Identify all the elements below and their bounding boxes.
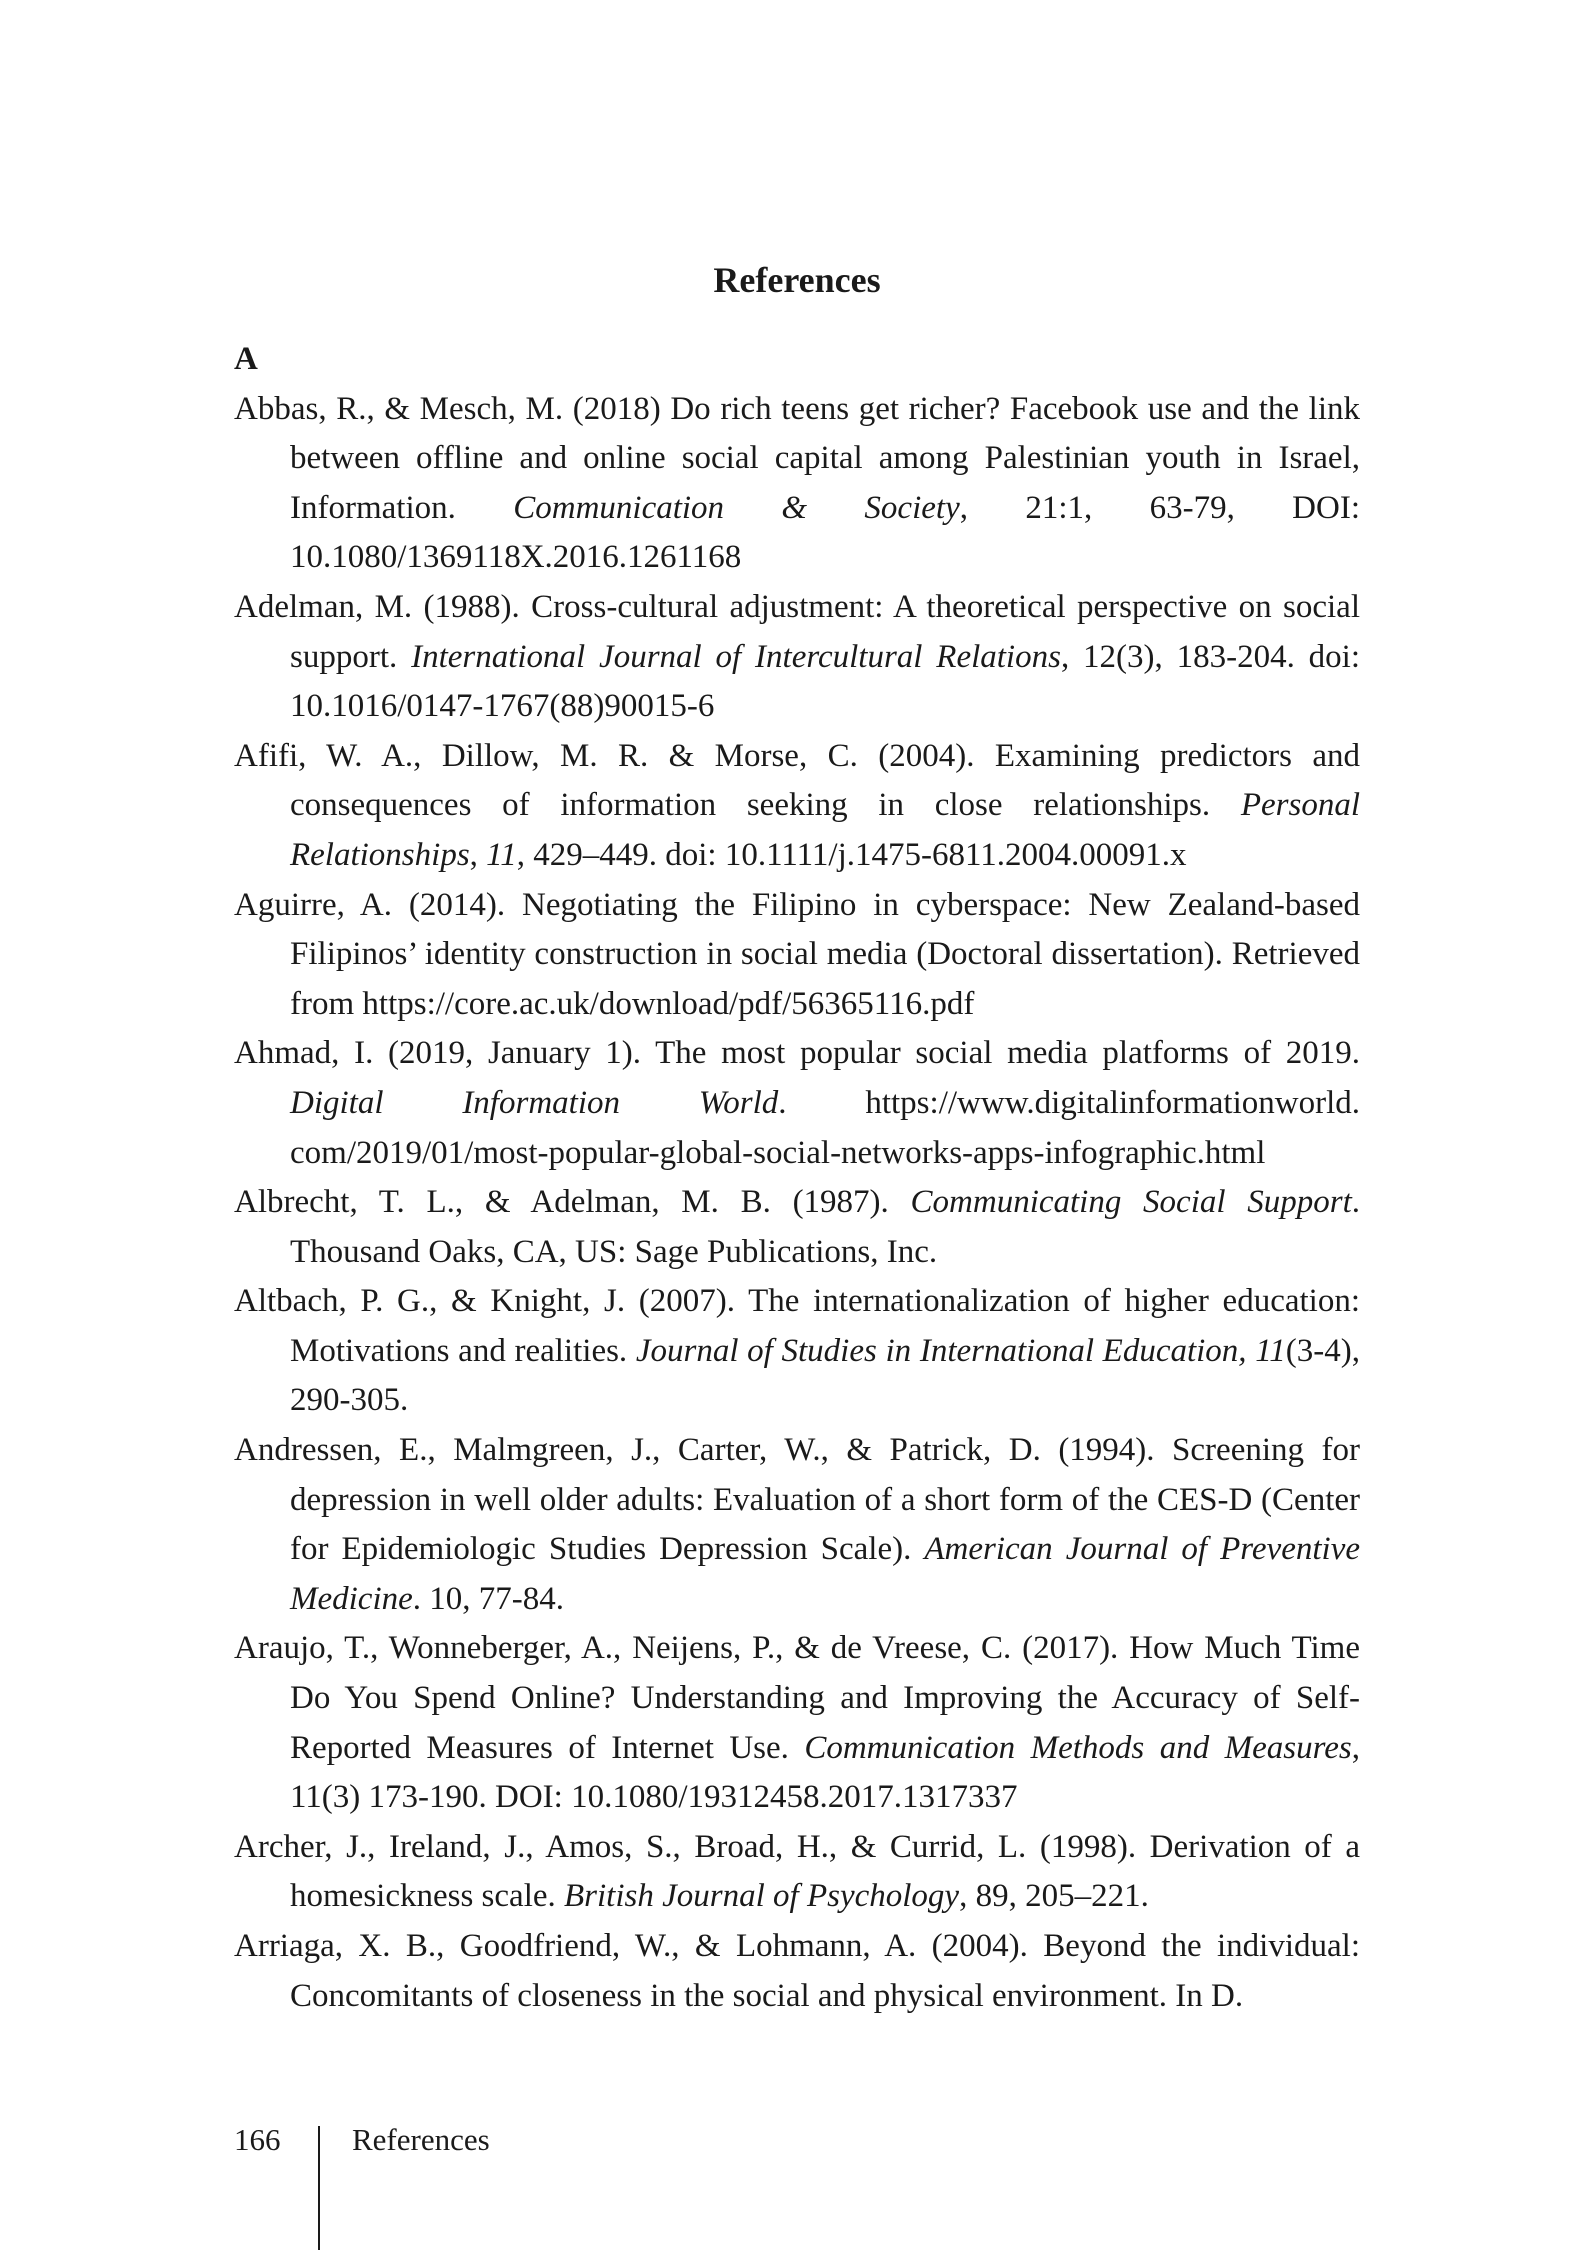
- reference-text: Ahmad, I. (2019, January 1). The most popular social media platforms of 2019.: [234, 1035, 1360, 1072]
- reference-text: Araujo, T., Wonneberger, A., Neijens, P., & de Vreese, C. (2017). How Much Time Do You Spend Online? Understanding and Improving the Accuracy of Self-Reported Measures of Internet Use.: [234, 1630, 1360, 1766]
- reference-text: ,: [469, 836, 487, 873]
- running-head: References: [352, 2122, 490, 2157]
- reference-entry: [234, 1178, 1360, 1277]
- reference-entry: [234, 1029, 1360, 1178]
- footer-divider: [318, 2126, 320, 2250]
- reference-entry: [234, 385, 1360, 583]
- reference-text: . Thousand Oaks, CA, US: Sage Publications, Inc.: [290, 1184, 1360, 1270]
- reference-entry: [234, 1922, 1360, 2021]
- reference-italic-text: Digital Information World: [290, 1084, 779, 1121]
- reference-text: , 429–449. doi: 10.1111/j.1475-6811.2004.00091.x: [516, 836, 1187, 873]
- reference-text: Aguirre, A. (2014). Negotiating the Filipino in cyberspace: New Zealand-based Filipinos’ identity construction in social media (Doctoral dissertation). Retrieved from https://core.ac.uk/download/pdf/56365116.pdf: [234, 886, 1360, 1022]
- reference-italic-text: Personal Relationships: [290, 787, 1360, 873]
- reference-italic-text: Communication & Society: [513, 489, 960, 526]
- reference-text: , 12(3), 183-204. doi: 10.1016/0147-1767(88)90015-6: [290, 638, 1360, 725]
- reference-entry: [234, 881, 1360, 1030]
- reference-entry: [234, 732, 1360, 881]
- reference-text: , 89, 205–221.: [959, 1878, 1149, 1915]
- reference-text: Archer, J., Ireland, J., Amos, S., Broad, H., & Currid, L. (1998). Derivation of a homesickness scale.: [234, 1828, 1360, 1915]
- reference-text: Altbach, P. G., & Knight, J. (2007). The internationalization of higher education: Motivations and realities.: [234, 1283, 1360, 1369]
- reference-entry: [234, 1426, 1360, 1624]
- reference-text: . 10, 77-84.: [412, 1580, 565, 1617]
- reference-italic-text: Communicating Social Support: [910, 1184, 1352, 1221]
- reference-italic-text: Journal of Studies in International Education, 11: [635, 1332, 1286, 1369]
- reference-text: , 21:1, 63-79, DOI: 10.1080/1369118X.2016.1261168: [290, 489, 1361, 576]
- reference-entry: [234, 583, 1360, 732]
- reference-entries: [234, 385, 1360, 2022]
- reference-text: . https://www.digitalinformationworld. com/2019/01/most-popular-global-social-networks-apps-infographic.html: [290, 1084, 1360, 1171]
- reference-text: Adelman, M. (1988). Cross-cultural adjustment: A theoretical perspective on social support.: [234, 588, 1360, 675]
- reference-entry: [234, 1277, 1360, 1426]
- reference-entry: [234, 1823, 1360, 1922]
- section-letter: A: [234, 341, 258, 377]
- reference-italic-text: Communication Methods and Measures: [804, 1729, 1352, 1766]
- reference-list: [234, 335, 1360, 2021]
- reference-italic-text: International Journal of Intercultural Relations: [411, 638, 1061, 675]
- page-title: References: [713, 260, 881, 301]
- reference-italic-text: British Journal of Psychology: [564, 1878, 960, 1915]
- reference-text: Afifi, W. A., Dillow, M. R. & Morse, C. (2004). Examining predictors and consequences of information seeking in close relationships.: [234, 737, 1360, 824]
- reference-text: Andressen, E., Malmgreen, J., Carter, W., & Patrick, D. (1994). Screening for depression in well older adults: Evaluation of a short form of the CES-D (Center for Epidemiologic Studies Depression Scale).: [234, 1432, 1360, 1568]
- reference-entry: [234, 1624, 1360, 1822]
- page-footer: [234, 2118, 314, 2162]
- reference-text: Arriaga, X. B., Goodfriend, W., & Lohmann, A. (2004). Beyond the individual: Concomitants of closeness in the social and physical environment. In D.: [234, 1928, 1360, 2014]
- reference-text: Abbas, R., & Mesch, M. (2018) Do rich teens get richer? Facebook use and the link between offline and online social capital among Palestinian youth in Israel, Information.: [234, 390, 1360, 526]
- reference-text: (3-4), 290-305.: [290, 1332, 1360, 1419]
- reference-text: , 11(3) 173-190. DOI: 10.1080/19312458.2017.1317337: [290, 1729, 1360, 1816]
- reference-italic-text: American Journal of Preventive Medicine: [290, 1531, 1360, 1617]
- reference-italic-text: 11: [486, 836, 517, 873]
- page-number: 166: [234, 2122, 281, 2157]
- reference-text: Albrecht, T. L., & Adelman, M. B. (1987).: [234, 1184, 911, 1221]
